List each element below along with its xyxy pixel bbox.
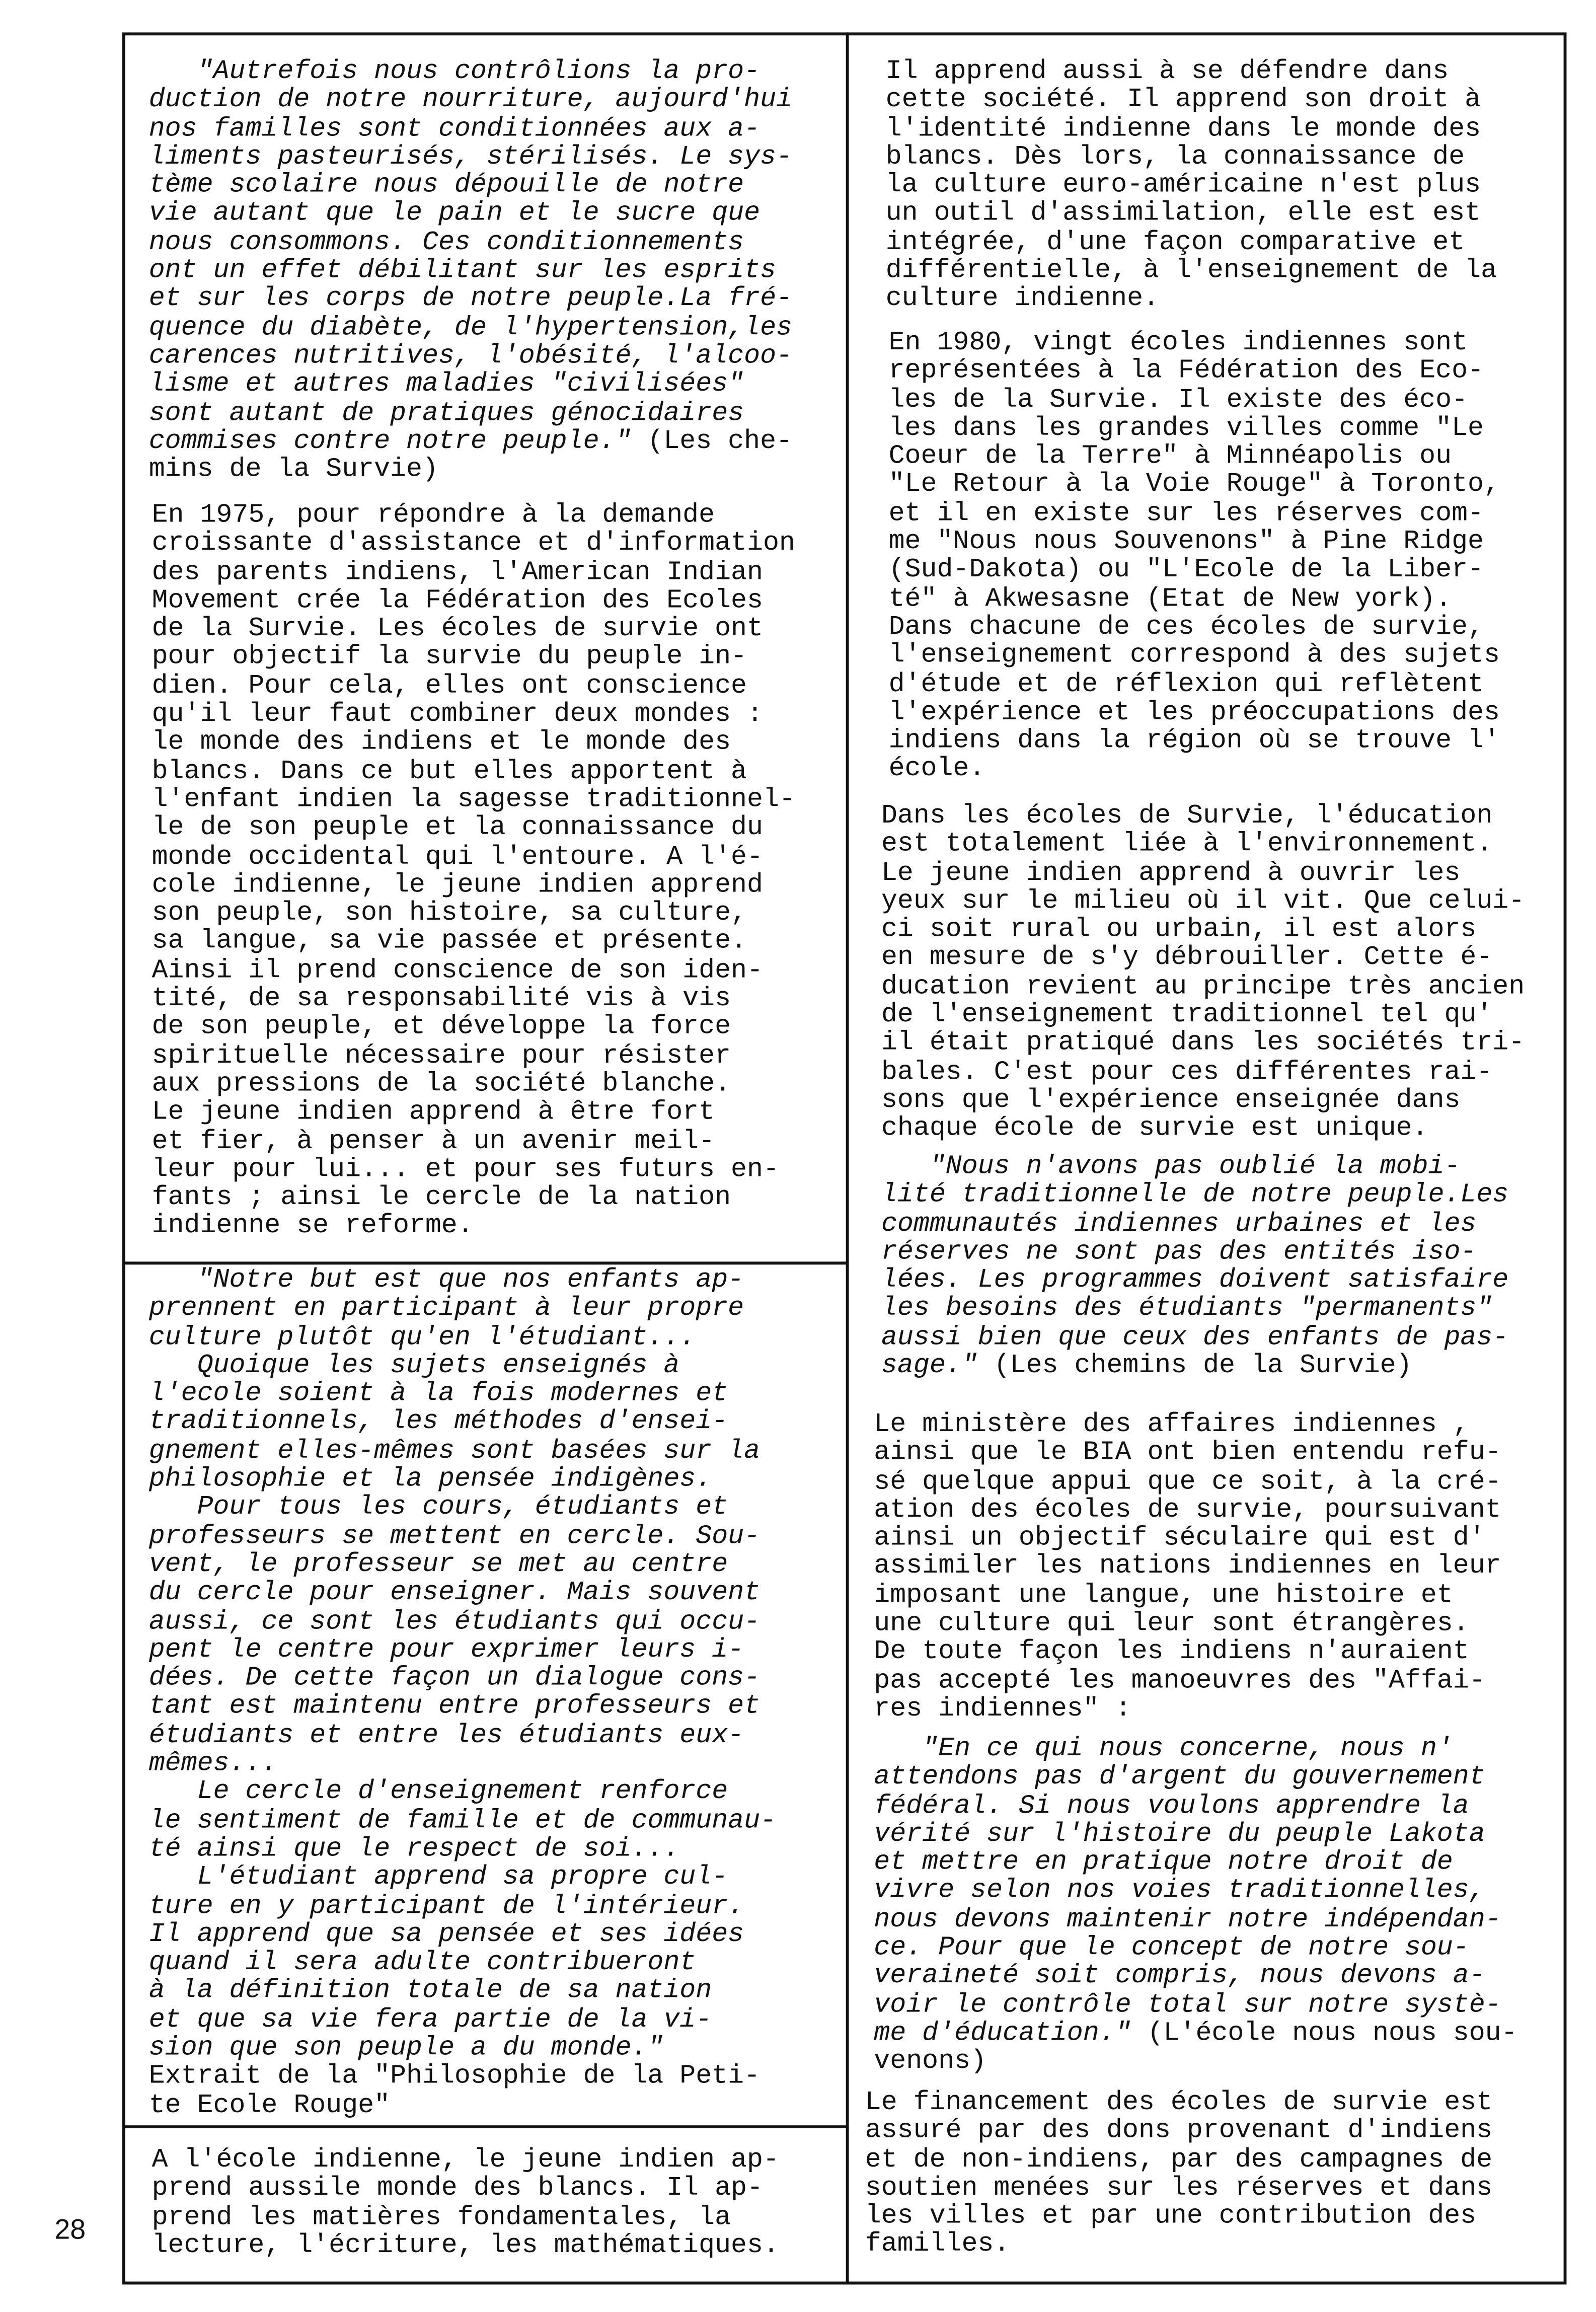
text-line: le sentiment de famille et de communau- — [148, 1806, 777, 1836]
text-line: prend les matières fondamentales, la — [151, 2203, 731, 2232]
citation-text: Extrait de la "Philosophie de la Peti- — [148, 2062, 761, 2092]
text-line: Le financement des écoles de survie est — [865, 2088, 1493, 2118]
text-line — [149, 429, 792, 458]
text-line: vent, le professeur se met au centre — [148, 1550, 728, 1580]
text-line: dées. De cette façon un dialogue cons- — [148, 1664, 761, 1694]
text-line: cole indienne, le jeune indien apprend — [151, 871, 763, 901]
citation-text: venons) — [874, 2047, 987, 2077]
text-line: ci soit rural ou urbain, il est alors — [881, 915, 1477, 945]
text-line: Le ministère des affaires indiennes , — [874, 1410, 1469, 1440]
text-line: intégrée, d'une façon comparative et — [885, 228, 1465, 258]
text-line — [149, 2093, 776, 2121]
right-paragraph-6-quote — [874, 1736, 1517, 2077]
text-line: le monde des indiens et le monde des — [151, 728, 731, 759]
text-line: "Le Retour à la Voie Rouge" à Toronto, — [888, 471, 1500, 501]
text-line: pour objectif la survie du peuple in- — [151, 643, 747, 673]
text-line: l'enseignement correspond à des sujets — [888, 641, 1500, 672]
text-line: tant est maintenu entre professeurs et — [148, 1692, 761, 1723]
text-line: indienne se reforme. — [151, 1212, 474, 1242]
column-divider — [846, 32, 849, 2284]
text-line: "Notre but est que nos enfants ap- — [148, 1266, 744, 1296]
text-line: lisme et autres maladies "civilisées" — [148, 370, 744, 400]
text-line — [149, 457, 792, 486]
text-line: Dans chacune de ces écoles de survie, — [888, 613, 1484, 643]
text-line: assuré par des dons provenant d'indiens — [865, 2117, 1493, 2147]
text-line: les dans les grandes villes comme "Le — [888, 414, 1484, 444]
text-line: sont autant de pratiques génocidaires — [148, 399, 744, 428]
text-line: Dans les écoles de Survie, l'éducation — [881, 801, 1493, 832]
text-line: cette société. Il apprend son droit à — [885, 86, 1481, 116]
text-line: et il en existe sur les réserves com- — [888, 499, 1484, 529]
text-line: il était pratiqué dans les sociétés tri- — [881, 1029, 1525, 1059]
text-line: Ainsi il prend conscience de son iden- — [151, 956, 763, 986]
text-line: le de son peuple et la connaissance du — [151, 814, 763, 844]
text-line: quand il sera adulte contribueront — [148, 1949, 696, 1978]
text-line — [874, 2049, 1517, 2078]
text-line: ainsi que le BIA ont bien entendu refu- — [874, 1439, 1501, 1469]
quote-text: commises contre notre peuple." — [148, 427, 648, 457]
text-line: ture en y participant de l'intérieur. — [148, 1892, 744, 1921]
text-line: tème scolaire nous dépouille de notre — [148, 171, 744, 201]
text-line: liments pasteurisés, stérilisés. Le sys- — [148, 142, 793, 173]
quote-text: me d'éducation." — [874, 2019, 1148, 2049]
text-line: vie autant que le pain et le sucre que — [148, 199, 761, 230]
citation-text: (Les chemins de la Survie) — [994, 1352, 1412, 1381]
text-line: blancs. Dès lors, la connaissance de — [885, 142, 1465, 173]
text-line: de la Survie. Les écoles de survie ont — [151, 615, 763, 645]
text-line: la culture euro-américaine n'est plus — [885, 171, 1481, 201]
text-line: voir le contrôle total sur notre systè- — [874, 1990, 1501, 2021]
text-line: ont un effet débilitant sur les esprits — [148, 256, 777, 286]
text-line: un outil d'assimilation, elle est est — [885, 199, 1481, 230]
text-line: est totalement liée à l'environnement. — [881, 830, 1493, 860]
right-paragraph-4-quote — [881, 1154, 1508, 1382]
left-paragraph-3-quote — [149, 1267, 776, 2121]
text-line: leur pour lui... et pour ses futurs en- — [151, 1155, 779, 1185]
citation-text: (L'école nous nous sou- — [1147, 2019, 1517, 2049]
text-line: ducation revient au principe très ancien — [881, 972, 1525, 1002]
text-line: imposant une langue, une histoire et — [874, 1581, 1453, 1611]
text-line: Movement crée la Fédération des Ecoles — [151, 586, 763, 616]
text-line: étudiants et entre les étudiants eux- — [148, 1721, 744, 1751]
text-line: té ainsi que le respect de soi... — [148, 1835, 680, 1864]
right-paragraph-2 — [889, 330, 1500, 785]
text-line: communautés indiennes urbaines et les — [881, 1209, 1477, 1239]
text-line: mêmes... — [148, 1749, 278, 1779]
text-line: et sur les corps de notre peuple.La fré- — [148, 285, 793, 315]
text-line: l'expérience et les préoccupations des — [888, 698, 1500, 728]
text-line: aussi bien que ceux des enfants de pas- — [881, 1323, 1509, 1353]
text-line: ation des écoles de survie, poursuivant — [874, 1496, 1501, 1526]
text-line: nous consommons. Ces conditionnements — [148, 228, 744, 258]
text-line: duction de notre nourriture, aujourd'hui — [148, 86, 793, 116]
text-line: l'enfant indien la sagesse traditionnel- — [151, 785, 795, 815]
text-line: Le cercle d'enseignement renforce — [148, 1778, 728, 1808]
text-line: professeurs se mettent en cercle. Sou- — [148, 1522, 761, 1552]
text-line: différentielle, à l'enseignement de la — [885, 256, 1497, 286]
left-paragraph-2 — [152, 502, 795, 1242]
text-line: res indiennes" : — [874, 1695, 1131, 1725]
text-line: de son peuple, et développe la force — [151, 1013, 731, 1043]
text-line: chaque école de survie est unique. — [881, 1114, 1428, 1144]
left-paragraph-4 — [152, 2147, 779, 2261]
text-line — [874, 2021, 1517, 2049]
text-line: familles. — [865, 2230, 1010, 2261]
right-paragraph-1 — [886, 59, 1497, 315]
citation-text: te Ecole Rouge" — [148, 2091, 391, 2121]
citation-text: mins de la Survie) — [148, 456, 438, 485]
text-line: Coeur de la Terre" à Minnéapolis ou — [888, 442, 1452, 472]
text-line: Le jeune indien apprend à être fort — [151, 1098, 715, 1128]
text-line: en mesure de s'y débrouiller. Cette é- — [881, 944, 1493, 974]
text-line: des parents indiens, l'American Indian — [151, 558, 763, 588]
text-line: spirituelle nécessaire pour résister — [151, 1041, 731, 1071]
text-line: de l'enseignement traditionnel tel qu' — [881, 1001, 1493, 1030]
right-paragraph-7 — [865, 2090, 1492, 2261]
text-line: son peuple, son histoire, sa culture, — [151, 899, 747, 929]
text-line: assimiler les nations indiennes en leur — [874, 1552, 1501, 1583]
text-line: culture indienne. — [885, 285, 1160, 315]
text-line: indiens dans la région où se trouve l' — [888, 726, 1500, 757]
text-line: à la définition totale de sa nation — [148, 1977, 712, 2007]
text-line: me "Nous nous Souvenons" à Pine Ridge — [888, 528, 1484, 558]
text-line: fédéral. Si nous voulons apprendre la — [874, 1792, 1469, 1821]
text-line: ainsi un objectif séculaire qui est d' — [874, 1524, 1485, 1554]
right-paragraph-3 — [881, 803, 1525, 1145]
text-line: qu'il leur faut combiner deux mondes : — [151, 700, 763, 730]
text-line: culture plutôt qu'en l'étudiant... — [148, 1323, 696, 1353]
text-line: A l'école indienne, le jeune indien ap- — [151, 2146, 779, 2176]
text-line: aux pressions de la société blanche. — [151, 1070, 731, 1100]
text-line: sion que son peuple a du monde." — [148, 2034, 664, 2064]
text-line: sa langue, sa vie passée et présente. — [151, 928, 747, 957]
text-line: De toute façon les indiens n'auraient — [874, 1638, 1469, 1668]
text-line: bales. C'est pour ces différentes rai- — [881, 1058, 1493, 1087]
right-paragraph-5 — [874, 1412, 1501, 1725]
text-line: lecture, l'écriture, les mathématiques. — [151, 2231, 779, 2261]
text-line: d'étude et de réflexion qui reflètent — [888, 669, 1484, 700]
page-number: 28 — [54, 2215, 86, 2247]
text-line: sons que l'expérience enseignée dans — [881, 1086, 1461, 1116]
text-line: fants ; ainsi le cercle de la nation — [151, 1183, 731, 1214]
text-line: les de la Survie. Il existe des éco- — [888, 385, 1468, 415]
text-line: les villes et par une contribution des — [865, 2202, 1477, 2232]
text-line: et de non-indiens, par des campagnes de — [865, 2145, 1493, 2175]
citation-text: (Les che- — [647, 427, 793, 457]
text-line: soutien menées sur les réserves et dans — [865, 2174, 1493, 2204]
section-divider — [122, 1261, 848, 1264]
text-line: vivre selon nos voies traditionnelles, — [874, 1877, 1485, 1907]
text-line: représentées à la Fédération des Eco- — [888, 357, 1484, 387]
text-line: Pour tous les cours, étudiants et — [148, 1494, 728, 1523]
text-line: école. — [888, 755, 985, 785]
text-line: lées. Les programmes doivent satisfaire — [881, 1266, 1509, 1296]
text-line: et mettre en pratique notre droit de — [874, 1848, 1453, 1878]
text-line: l'identité indienne dans le monde des — [885, 114, 1481, 144]
left-paragraph-1-quote — [149, 59, 792, 486]
text-line: pent le centre pour exprimer leurs i- — [148, 1635, 744, 1666]
quote-text: sage." — [881, 1352, 994, 1381]
text-line: veraineté soit compris, nous devons a- — [874, 1962, 1485, 1992]
text-line: et fier, à penser à un avenir meil- — [151, 1127, 715, 1157]
text-line: Il apprend que sa pensée et ses idées — [148, 1920, 744, 1950]
text-line — [881, 1353, 1508, 1382]
text-line: "Autrefois nous contrôlions la pro- — [148, 57, 761, 87]
text-line: "En ce qui nous concerne, nous n' — [874, 1735, 1453, 1764]
text-line: et que sa vie fera partie de la vi- — [148, 2005, 712, 2035]
text-line: nos familles sont conditionnées aux a- — [148, 114, 761, 144]
text-line: ce. Pour que le concept de notre sou- — [874, 1933, 1469, 1964]
text-line: une culture qui leur sont étrangères. — [874, 1609, 1469, 1639]
text-line: prennent en participant à leur propre — [148, 1294, 744, 1324]
text-line: aussi, ce sont les étudiants qui occu- — [148, 1607, 761, 1637]
text-line: du cercle pour enseigner. Mais souvent — [148, 1579, 761, 1609]
text-line: blancs. Dans ce but elles apportent à — [151, 757, 747, 787]
text-line: traditionnels, les méthodes d'ensei- — [148, 1408, 728, 1438]
text-line: prend aussile monde des blancs. Il ap- — [151, 2174, 763, 2204]
text-line: attendons pas d'argent du gouvernement — [874, 1763, 1485, 1793]
section-divider — [122, 2125, 848, 2128]
text-line: Il apprend aussi à se défendre dans — [885, 57, 1449, 87]
text-line: Quoique les sujets enseignés à — [148, 1351, 680, 1381]
text-line: gnement elles-mêmes sont basées sur la — [148, 1437, 761, 1466]
text-line: l'ecole soient à la fois modernes et — [148, 1380, 728, 1409]
text-line: carences nutritives, l'obésité, l'alcoo- — [148, 342, 793, 371]
text-line: pas accepté les manoeuvres des "Affai- — [874, 1666, 1485, 1696]
text-line: quence du diabète, de l'hypertension,les — [148, 313, 793, 343]
text-line — [149, 2064, 776, 2093]
text-line: tité, de sa responsabilité vis à vis — [151, 985, 731, 1014]
text-line: philosophie et la pensée indigènes. — [148, 1465, 712, 1495]
text-line: monde occidental qui l'entoure. A l'é- — [151, 842, 763, 872]
text-line: sé quelque appui que ce soit, à la cré- — [874, 1467, 1501, 1497]
text-line: Le jeune indien apprend à ouvrir les — [881, 858, 1461, 888]
text-line: (Sud-Dakota) ou "L'Ecole de la Liber- — [888, 556, 1484, 586]
text-line: réserves ne sont pas des entités iso- — [881, 1238, 1477, 1267]
text-line: En 1980, vingt écoles indiennes sont — [888, 328, 1468, 358]
text-line: yeux sur le milieu où il vit. Que celui- — [881, 887, 1525, 917]
text-line: té" à Akwesasne (Etat de New york). — [888, 584, 1452, 615]
text-line: lité traditionnelle de notre peuple.Les — [881, 1181, 1509, 1211]
text-line: dien. Pour cela, elles ont conscience — [151, 672, 747, 702]
text-line: les besoins des étudiants "permanents" — [881, 1295, 1493, 1324]
text-line: vérité sur l'histoire du peuple Lakota — [874, 1820, 1485, 1850]
text-line: croissante d'assistance et d'information — [151, 530, 795, 559]
text-line: En 1975, pour répondre à la demande — [151, 501, 715, 531]
text-line: nous devons maintenir notre indépendan- — [874, 1905, 1501, 1935]
text-line: L'étudiant apprend sa propre cul- — [148, 1863, 728, 1893]
text-line: "Nous n'avons pas oublié la mobi- — [881, 1152, 1461, 1182]
